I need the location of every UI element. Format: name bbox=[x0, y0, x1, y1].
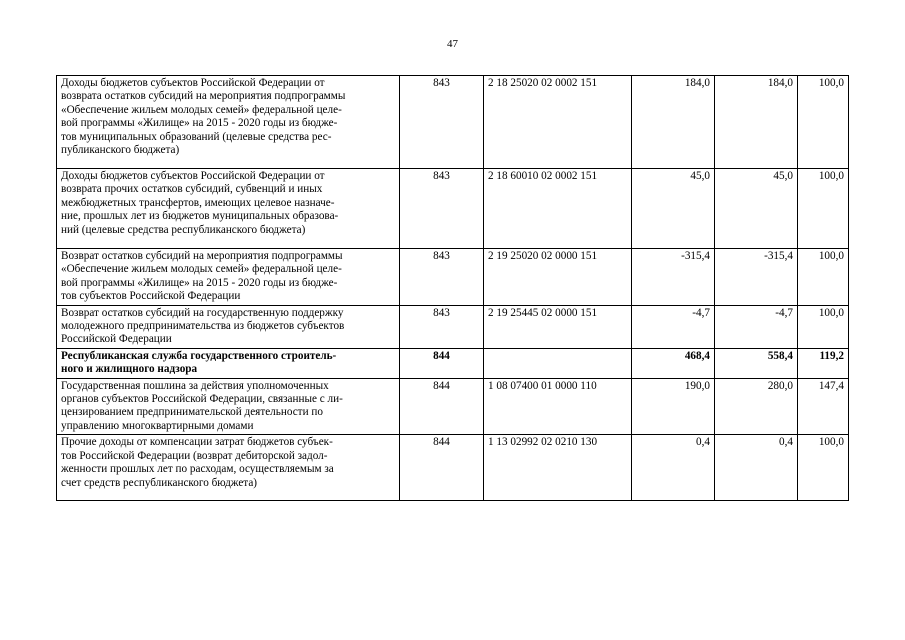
revenue-name-line: молодежного предпринимательства из бюджетов субъектов bbox=[61, 320, 345, 333]
revenue-name-line: счет средств республиканского бюджета) bbox=[61, 476, 258, 489]
revenue-name-cell bbox=[57, 348, 400, 378]
budget-code-cell: 2 18 25020 02 0002 151 bbox=[484, 76, 632, 169]
revenue-name-line: тов муниципальных образований (целевые средства рес- bbox=[61, 130, 332, 143]
admin-code-cell: 843 bbox=[400, 169, 484, 249]
fact-amount-cell: 45,0 bbox=[715, 169, 798, 249]
admin-code-cell: 844 bbox=[400, 378, 484, 435]
revenue-name-line: вой программы «Жилище» на 2015 - 2020 годы из бюдже- bbox=[61, 117, 338, 130]
revenue-name-line: управлению многоквартирными домами bbox=[61, 419, 254, 432]
revenue-name-line: публиканского бюджета) bbox=[61, 144, 180, 157]
percent-cell: 119,2 bbox=[798, 348, 849, 378]
revenue-name-line: «Обеспечение жильем молодых семей» федеральной целе- bbox=[61, 263, 342, 276]
budget-code-cell: 1 08 07400 01 0000 110 bbox=[484, 378, 632, 435]
percent-cell: 147,4 bbox=[798, 378, 849, 435]
revenue-name-line: ний (целевые средства республиканского бюджета) bbox=[61, 223, 306, 236]
table-row bbox=[57, 249, 849, 306]
table-body bbox=[57, 76, 849, 501]
table-row bbox=[57, 348, 849, 378]
fact-amount-cell: 184,0 bbox=[715, 76, 798, 169]
revenue-name-line: Доходы бюджетов субъектов Российской Федерации от bbox=[61, 77, 325, 89]
table-row bbox=[57, 435, 849, 501]
table-row bbox=[57, 76, 849, 169]
fact-amount-cell: -4,7 bbox=[715, 305, 798, 348]
revenue-name-line: вой программы «Жилище» на 2015 - 2020 годы из бюдже- bbox=[61, 276, 338, 289]
fact-amount-cell: 558,4 bbox=[715, 348, 798, 378]
revenue-name-cell bbox=[57, 249, 400, 306]
budget-code-cell: 2 19 25445 02 0000 151 bbox=[484, 305, 632, 348]
percent-cell: 100,0 bbox=[798, 435, 849, 501]
table-row bbox=[57, 169, 849, 249]
revenue-table bbox=[56, 75, 849, 501]
budget-code-cell: 2 19 25020 02 0000 151 bbox=[484, 249, 632, 306]
percent-cell: 100,0 bbox=[798, 305, 849, 348]
revenue-name-line: межбюджетных трансфертов, имеющих целевое назначе- bbox=[61, 196, 335, 209]
revenue-name-line: ние, прошлых лет из бюджетов муниципальных образова- bbox=[61, 210, 339, 223]
revenue-name-cell bbox=[57, 378, 400, 435]
revenue-name-line: Возврат остатков субсидий на государственную поддержку bbox=[61, 306, 344, 319]
revenue-name-line: органов субъектов Российской Федерации, связанные с ли- bbox=[61, 393, 343, 406]
revenue-name-line: цензированием предпринимательской деятельности по bbox=[61, 406, 323, 419]
revenue-name-cell bbox=[57, 76, 400, 169]
fact-amount-cell: 0,4 bbox=[715, 435, 798, 501]
plan-amount-cell: 0,4 bbox=[632, 435, 715, 501]
budget-code-cell: 1 13 02992 02 0210 130 bbox=[484, 435, 632, 501]
percent-cell: 100,0 bbox=[798, 249, 849, 306]
revenue-name-line: Возврат остатков субсидий на мероприятия подпрограммы bbox=[61, 250, 343, 262]
admin-code-cell: 843 bbox=[400, 76, 484, 169]
plan-amount-cell: -4,7 bbox=[632, 305, 715, 348]
fact-amount-cell: -315,4 bbox=[715, 249, 798, 306]
revenue-name-cell bbox=[57, 305, 400, 348]
revenue-name-line: «Обеспечение жильем молодых семей» федеральной целе- bbox=[61, 103, 342, 116]
admin-code-cell: 843 bbox=[400, 249, 484, 306]
budget-code-cell bbox=[484, 348, 632, 378]
revenue-name-line: возврата остатков субсидий на мероприятия подпрограммы bbox=[61, 90, 346, 103]
revenue-name-line: Государственная пошлина за действия уполномоченных bbox=[61, 379, 329, 392]
admin-code-cell: 843 bbox=[400, 305, 484, 348]
admin-code-cell: 844 bbox=[400, 348, 484, 378]
plan-amount-cell: 184,0 bbox=[632, 76, 715, 169]
page-number: 47 bbox=[447, 38, 458, 50]
revenue-name-line: Российской Федерации bbox=[61, 333, 172, 346]
revenue-name-line: Республиканская служба государственного строитель- bbox=[61, 349, 337, 362]
revenue-name-line: Прочие доходы от компенсации затрат бюджетов субъек- bbox=[61, 436, 333, 449]
revenue-name-line: возврата прочих остатков субсидий, субвенций и иных bbox=[61, 183, 323, 196]
revenue-name-cell bbox=[57, 169, 400, 249]
revenue-name-line: женности прошлых лет по расходам, осуществляемым за bbox=[61, 463, 334, 476]
table-row bbox=[57, 378, 849, 435]
budget-code-cell: 2 18 60010 02 0002 151 bbox=[484, 169, 632, 249]
revenue-name-line: тов субъектов Российской Федерации bbox=[61, 290, 241, 303]
percent-cell: 100,0 bbox=[798, 169, 849, 249]
plan-amount-cell: 45,0 bbox=[632, 169, 715, 249]
percent-cell: 100,0 bbox=[798, 76, 849, 169]
revenue-name-line: тов Российской Федерации (возврат дебиторской задол- bbox=[61, 449, 328, 462]
revenue-name-line: Доходы бюджетов субъектов Российской Федерации от bbox=[61, 170, 325, 182]
table-row bbox=[57, 305, 849, 348]
plan-amount-cell: 468,4 bbox=[632, 348, 715, 378]
fact-amount-cell: 280,0 bbox=[715, 378, 798, 435]
revenue-name-cell bbox=[57, 435, 400, 501]
admin-code-cell: 844 bbox=[400, 435, 484, 501]
plan-amount-cell: -315,4 bbox=[632, 249, 715, 306]
plan-amount-cell: 190,0 bbox=[632, 378, 715, 435]
revenue-name-line: ного и жилищного надзора bbox=[61, 363, 198, 376]
